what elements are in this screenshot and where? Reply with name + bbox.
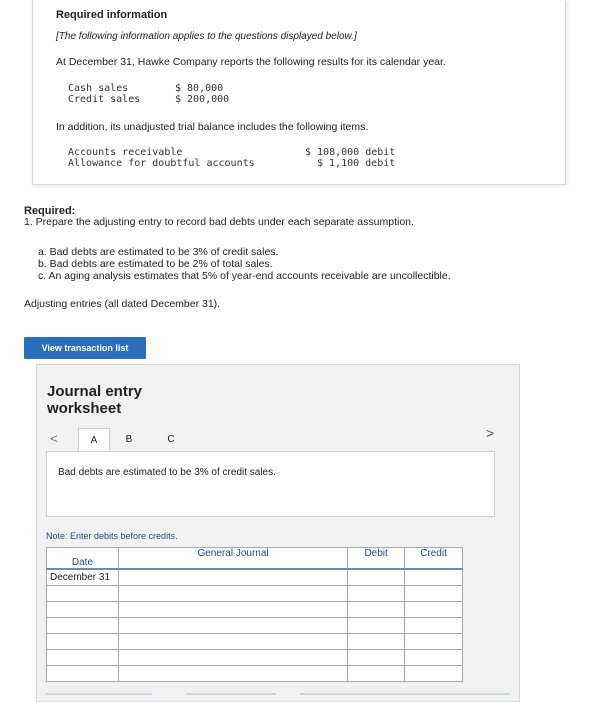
journal-account-cell[interactable] [118, 666, 347, 682]
assumption-b: b. Bad debts are estimated to be 2% of total sales. [38, 258, 273, 270]
tab-c-label: C [167, 433, 175, 445]
intro-text: At December 31, Hawke Company reports the following results for its calendar year. [56, 56, 446, 68]
general-journal-column-header: General Journal [118, 548, 347, 570]
applies-note: [The following information applies to the questions displayed below.] [56, 31, 357, 42]
credit-sales-amount: $ 200,000 [175, 94, 230, 105]
cash-sales-label: Cash sales [68, 83, 129, 94]
debit-cell[interactable] [348, 618, 405, 634]
table-row [47, 586, 463, 602]
date-column-header: Date [47, 548, 119, 570]
table-row [47, 602, 463, 618]
cash-sales-amount: $ 80,000 [175, 83, 224, 94]
adjusting-entries-note: Adjusting entries (all dated December 31). [24, 298, 221, 310]
table-row [47, 634, 463, 650]
debit-cell[interactable] [348, 586, 405, 602]
chevron-left-icon[interactable]: < [50, 431, 58, 446]
table-row [47, 569, 463, 586]
date-cell: December 31 [47, 569, 119, 586]
worksheet-title-line2: worksheet [47, 400, 122, 417]
credit-cell[interactable] [405, 634, 463, 650]
debit-cell[interactable] [348, 634, 405, 650]
bottom-divider [46, 693, 152, 695]
credit-column-header: Credit [405, 548, 463, 570]
accounts-receivable-label: Accounts receivable [68, 147, 183, 158]
tab-c[interactable] [164, 428, 178, 450]
journal-account-cell[interactable] [118, 650, 347, 666]
debits-note: Note: Enter debits before credits. [46, 531, 178, 541]
credit-cell[interactable] [405, 618, 463, 634]
debit-column-header: Debit [348, 548, 405, 570]
journal-account-cell[interactable] [118, 602, 347, 618]
assumption-c: c. An aging analysis estimates that 5% of year-end accounts receivable are uncollectible. [38, 270, 451, 282]
credit-cell[interactable] [405, 666, 463, 682]
journal-account-cell[interactable] [118, 569, 347, 586]
allowance-amount: $ 1,100 debit [317, 158, 396, 169]
worksheet-title-line1: Journal entry [47, 383, 143, 400]
credit-sales-label: Credit sales [68, 94, 141, 105]
tab-a[interactable] [78, 428, 110, 451]
journal-account-cell[interactable] [118, 586, 347, 602]
accounts-receivable-amount: $ 108,000 debit [305, 147, 396, 158]
journal-account-cell[interactable] [118, 618, 347, 634]
required-information-heading: Required information [56, 9, 168, 21]
tab-b[interactable] [122, 428, 136, 450]
date-cell [47, 634, 119, 650]
required-heading: Required: [24, 205, 76, 217]
date-cell [47, 602, 119, 618]
debit-cell[interactable] [348, 666, 405, 682]
date-cell [47, 618, 119, 634]
credit-cell[interactable] [405, 602, 463, 618]
table-row [47, 666, 463, 682]
credit-cell[interactable] [405, 650, 463, 666]
worksheet-title [47, 383, 142, 417]
date-cell [47, 650, 119, 666]
debit-cell[interactable] [348, 650, 405, 666]
credit-cell[interactable] [405, 569, 463, 586]
tab-b-label: B [125, 433, 133, 445]
bottom-divider [186, 693, 276, 695]
trial-balance-intro: In addition, its unadjusted trial balance includes the following items. [56, 121, 369, 133]
tab-content-box [46, 451, 495, 517]
required-question: 1. Prepare the adjusting entry to record bad debts under each separate assumption. [24, 216, 414, 228]
chevron-right-icon[interactable]: > [486, 425, 495, 441]
debit-cell[interactable] [348, 569, 405, 586]
date-cell [47, 666, 119, 682]
assumption-a: a. Bad debts are estimated to be 3% of credit sales. [38, 246, 279, 258]
tab-description: Bad debts are estimated to be 3% of credit sales. [58, 467, 276, 478]
tab-a-label: A [90, 434, 98, 446]
table-row [47, 650, 463, 666]
date-cell [47, 586, 119, 602]
allowance-label: Allowance for doubtful accounts [68, 158, 255, 169]
table-row [47, 618, 463, 634]
debit-cell[interactable] [348, 602, 405, 618]
view-transaction-list-button[interactable]: View transaction list [24, 337, 146, 359]
journal-grid [46, 547, 463, 682]
bottom-divider [300, 693, 510, 695]
credit-cell[interactable] [405, 586, 463, 602]
journal-account-cell[interactable] [118, 634, 347, 650]
